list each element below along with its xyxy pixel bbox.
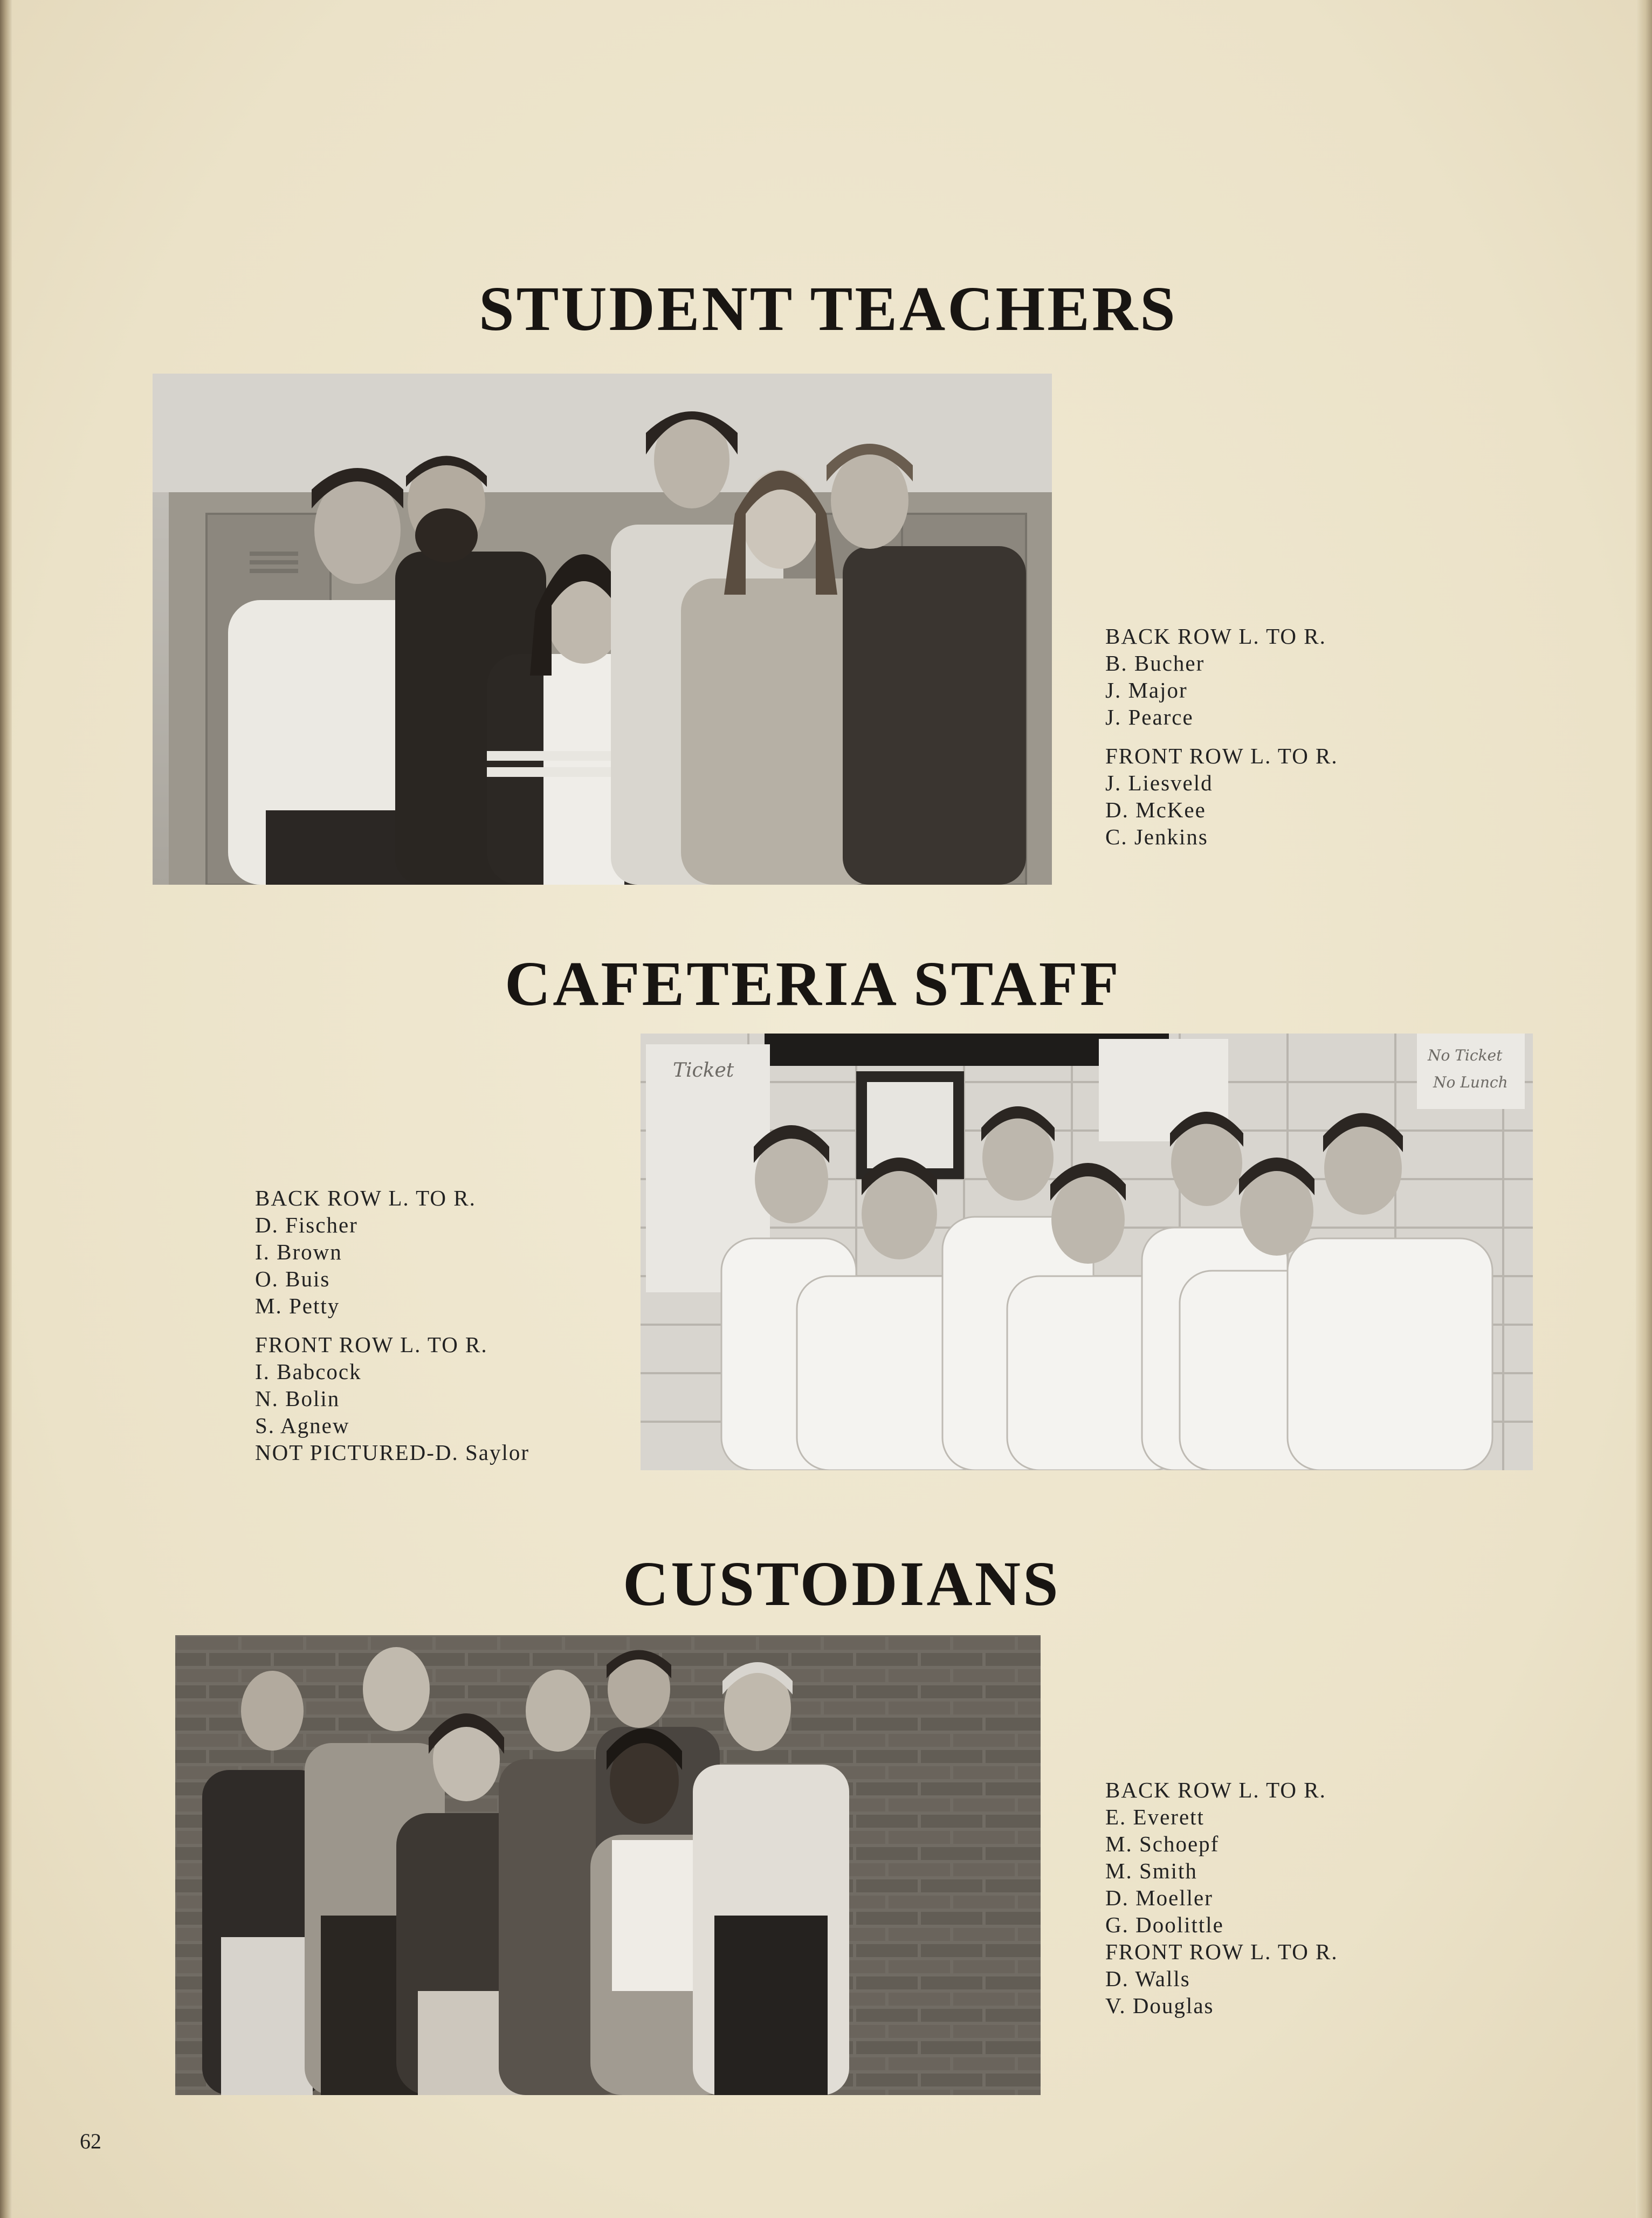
section-title-cafeteria-staff: CAFETERIA STAFF [505,948,1121,1019]
custodian-name: V. Douglas [1105,1993,1214,2018]
custodian-name: M. Schoepf [1105,1831,1220,1856]
student-teacher-name: J. Major [1105,678,1188,702]
cafeteria-staff-photo [641,1034,1533,1470]
custodian-name: D. Moeller [1105,1885,1213,1910]
custodian-name: D. Walls [1105,1966,1190,1991]
cafeteria-staff-name: I. Babcock [255,1359,362,1384]
custodian-name: E. Everett [1105,1804,1204,1829]
back-row-label: BACK ROW L. TO R. [1105,624,1326,649]
student-teacher-name: D. McKee [1105,797,1206,822]
custodians-caption [1105,1776,1338,2019]
cafeteria-staff-name: N. Bolin [255,1386,340,1411]
cafeteria-staff-name: I. Brown [255,1239,342,1264]
ticket-sign-text: Ticket [673,1059,734,1082]
custodians-photo [175,1635,1041,2095]
back-row-label: BACK ROW L. TO R. [1105,1778,1326,1802]
cafeteria-staff-name: M. Petty [255,1293,340,1318]
page-outer-edge [1636,0,1652,2218]
cafeteria-staff-name: D. Fischer [255,1213,358,1237]
custodian-name: G. Doolittle [1105,1912,1224,1937]
front-row-label: FRONT ROW L. TO R. [1105,743,1338,768]
no-lunch-sign-text: No Lunch [1433,1073,1508,1091]
front-row-label: FRONT ROW L. TO R. [1105,1939,1338,1964]
no-ticket-sign-text: No Ticket [1428,1046,1503,1064]
cafeteria-staff-name: O. Buis [255,1266,331,1291]
not-pictured-note: NOT PICTURED-D. Saylor [255,1440,530,1465]
student-teacher-name: B. Bucher [1105,651,1205,676]
student-teacher-name: C. Jenkins [1105,824,1208,849]
section-title-student-teachers: STUDENT TEACHERS [479,273,1178,344]
front-row-label: FRONT ROW L. TO R. [255,1332,488,1357]
cafeteria-staff-caption [255,1184,529,1466]
page-binding-edge [0,0,12,2218]
back-row-label: BACK ROW L. TO R. [255,1186,476,1210]
cafeteria-staff-name: S. Agnew [255,1413,350,1438]
student-teacher-name: J. Liesveld [1105,770,1213,795]
student-teachers-caption [1105,623,1338,850]
student-teachers-photo [153,374,1052,885]
custodian-name: M. Smith [1105,1858,1197,1883]
page-number: 62 [80,2129,101,2153]
section-title-custodians: CUSTODIANS [623,1548,1061,1619]
student-teacher-name: J. Pearce [1105,705,1194,729]
